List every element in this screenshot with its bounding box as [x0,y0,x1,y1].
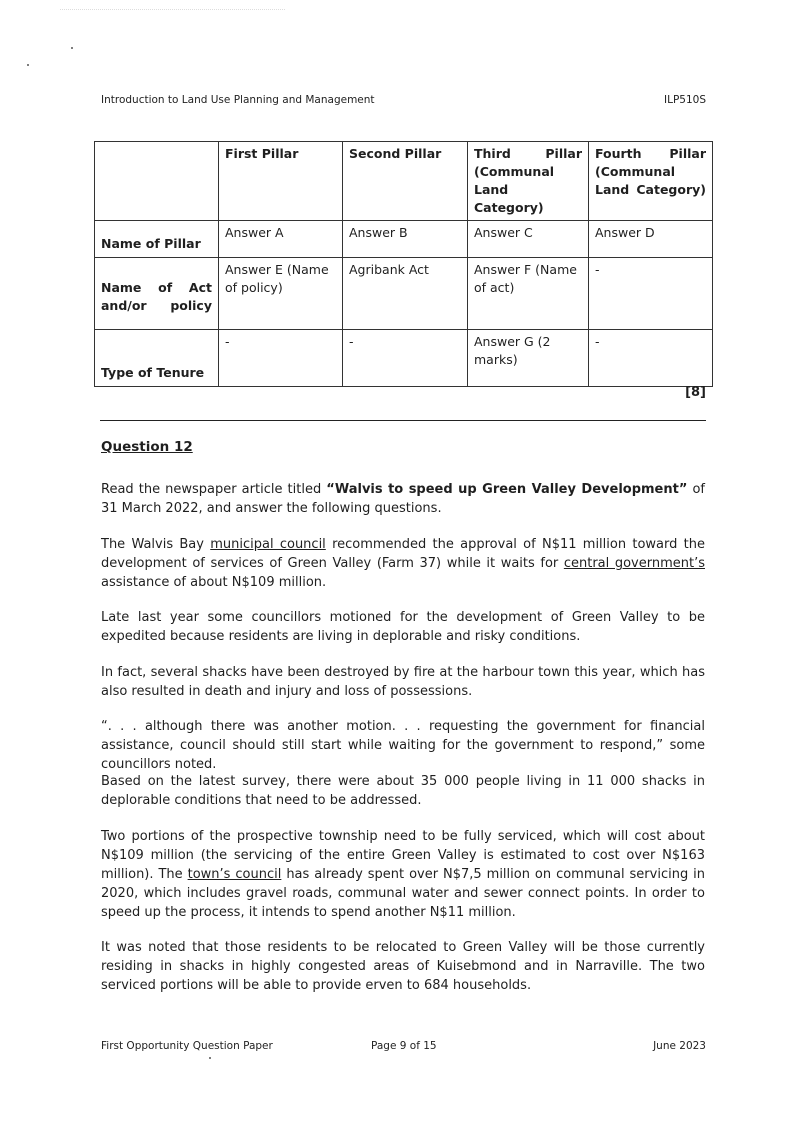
article-paragraph: It was noted that those residents to be relocated to Green Valley will be those currently residing in shacks in highly congested areas of Kuisebmond and in Narraville. The two serviced portions will be able to provide erven to 684 households. [101,940,705,993]
scan-speck [27,64,29,66]
underlined-term: municipal council [210,537,326,552]
article-paragraph: In fact, several shacks have been destroyed by fire at the harbour town this year, which has also resulted in death and injury and loss of possessions. [101,665,705,699]
article-paragraph: Late last year some councillors motioned for the development of Green Valley to be expedited because residents are living in deplorable and risky conditions. [101,610,705,644]
row-label: Name of Pillar [95,221,219,258]
marks-total: [8] [685,385,706,400]
table-corner-cell [95,142,219,221]
scan-speck [209,1057,211,1059]
scan-speck [71,47,73,49]
table-cell: - [589,330,713,387]
table-cell: Answer D [589,221,713,258]
article-title: “Walvis to speed up Green Valley Development” [326,482,688,497]
question-title: Question 12 [101,439,193,455]
underlined-term: town’s council [187,867,282,882]
article-paragraph [101,827,705,922]
intro-text: of 31 March 2022, and answer the following questions. [101,482,705,516]
page-number: Page 9 of 15 [371,1040,437,1052]
table-cell: Answer E (Name of policy) [219,258,343,330]
row-label-text: Name of Act and/or policy [101,280,212,313]
column-header: Second Pillar [343,142,468,221]
paragraph-text: assistance of about N$109 million. [101,575,327,590]
row-label: Type of Tenure [95,330,219,387]
table-cell: - [343,330,468,387]
paragraph-text: Two portions of the prospective township need to be fully serviced, which will cost about N$109 million (the servicing of the entire Green Valley is estimated to cost over N$163 million). The [101,829,705,882]
footer-left: First Opportunity Question Paper [101,1040,273,1052]
row-label [95,258,219,330]
article-paragraph: “. . . although there was another motion. . . requesting the government for financial assistance, council should still start while waiting for the government to respond,” some councillors noted. [101,719,705,772]
footer-date: June 2023 [653,1040,706,1052]
table-cell: Answer G (2 marks) [468,330,589,387]
table-cell: Answer B [343,221,468,258]
paragraph-text: The Walvis Bay [101,537,211,552]
table-cell: - [589,258,713,330]
table-cell: Answer F (Name of act) [468,258,589,330]
article-paragraph [101,535,705,592]
paragraph-text: recommended the approval of N$11 million toward the development of services of Green Valley (Farm 37) while it waits for [101,537,705,571]
column-header: Fourth Pillar (Communal Land Category) [589,142,713,221]
course-title: Introduction to Land Use Planning and Management [101,94,375,106]
intro-paragraph [101,480,705,518]
table-cell: Answer A [219,221,343,258]
scan-artifact-line [60,9,285,10]
table-cell: - [219,330,343,387]
course-code: ILP510S [664,94,706,106]
column-header: Third Pillar (Communal Land Category) [468,142,589,221]
paragraph-text: has already spent over N$7,5 million on communal servicing in 2020, which includes gravel roads, communal water and sewer connect points. In order to speed up the process, it intends to spend another N$11 million. [101,867,706,920]
underlined-term: central government’s [563,556,705,571]
table-row [95,330,713,387]
intro-text: Read the newspaper article titled [101,482,327,497]
table-cell: Agribank Act [343,258,468,330]
column-header: First Pillar [219,142,343,221]
table-header-row [95,142,713,221]
table-row [95,258,713,330]
article-paragraph: Based on the latest survey, there were about 35 000 people living in 11 000 shacks in deplorable conditions that need to be addressed. [101,774,705,808]
table-cell: Answer C [468,221,589,258]
section-divider [100,420,706,421]
pillar-table [94,141,713,387]
table-row [95,221,713,258]
